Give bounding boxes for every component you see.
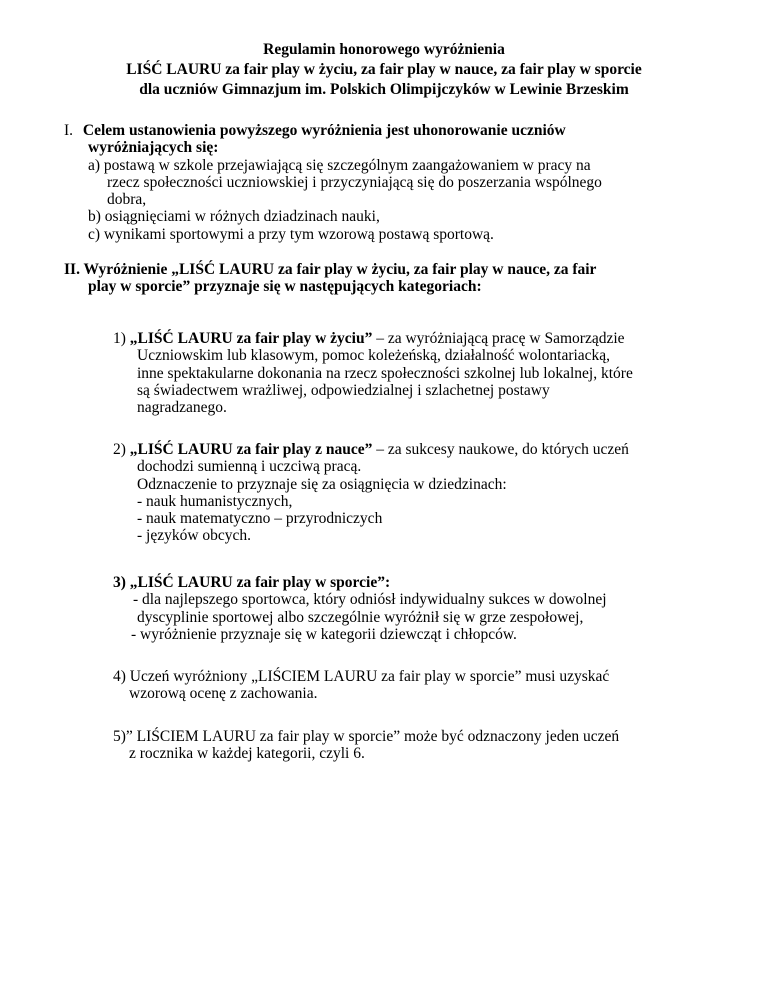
item-text: dochodzi sumienną i uczciwą pracą.: [137, 458, 362, 476]
section-1: [64, 122, 724, 243]
list-text: dobra,: [107, 191, 147, 209]
item-text: – za sukcesy naukowe, do których uczeń: [372, 441, 629, 458]
item-text: - języków obcych.: [137, 527, 252, 545]
item-text: 5)” LIŚCIEM LAURU za fair play w sporcie” może być odznaczony jeden uczeń: [113, 728, 620, 745]
section-1-heading: [64, 122, 724, 139]
item-text: inne spektakularne dokonania na rzecz społeczności szkolnej lub lokalnej, które: [137, 364, 633, 382]
item-text: - wyróżnienie przyznaje się w kategorii dziewcząt i chłopców.: [131, 625, 517, 643]
section-1-heading-line-2: wyróżniających się:: [88, 139, 219, 157]
title-line-3: dla uczniów Gimnazjum im. Polskich Olimpijczyków w Lewinie Brzeskim: [139, 81, 629, 98]
list-item-b: [64, 208, 724, 225]
category-item-3: [113, 574, 768, 643]
rule-item-5: [113, 728, 768, 763]
list-text: postawą w szkole przejawiającą się szczególnym zaangażowaniem w pracy na: [103, 156, 591, 174]
list-item-c: [64, 226, 724, 243]
section-2-heading: [64, 261, 724, 296]
list-item-a: [64, 157, 724, 209]
list-label-b: b): [88, 208, 101, 226]
document-title: [0, 41, 768, 101]
category-item-2: [113, 441, 768, 545]
title-line-2: LIŚĆ LAURU za fair play w życiu, za fair play w nauce, za fair play w sporcie: [126, 61, 642, 78]
item-text: Odznaczenie to przyznaje się za osiągnięcia w dziedzinach:: [137, 475, 507, 493]
list-text: osiągnięciami w różnych dziadzinach nauki,: [104, 208, 380, 226]
category-item-1: [113, 330, 768, 416]
section-2-heading-line-2: play w sporcie” przyznaje się w następujących kategoriach:: [88, 278, 482, 296]
item-text: 4) Uczeń wyróżniony „LIŚCIEM LAURU za fair play w sporcie” musi uzyskać: [113, 668, 610, 685]
item-text: - nauk humanistycznych,: [137, 492, 293, 510]
item-title: „LIŚĆ LAURU za fair play w życiu”: [129, 330, 373, 347]
section-1-heading-text: Celem ustanowienia powyższego wyróżnienia jest uhonorowanie uczniów: [82, 122, 566, 139]
item-number: 1): [113, 330, 126, 347]
list-label-a: a): [88, 156, 101, 174]
item-text: – za wyróżniającą pracę w Samorządzie: [372, 330, 625, 347]
item-text: z rocznika w każdej kategorii, czyli 6.: [129, 745, 365, 763]
item-text: Uczniowskim lub klasowym, pomoc koleżeńską, działalność wolontariacką,: [137, 347, 611, 365]
item-text: nagradzanego.: [137, 399, 227, 417]
list-text: wynikami sportowymi a przy tym wzorową postawą sportową.: [103, 225, 494, 243]
item-text: - dla najlepszego sportowca, który odniósł indywidualny sukces w dowolnej: [133, 591, 607, 609]
item-text: - nauk matematyczno – przyrodniczych: [137, 510, 383, 528]
item-title: 3) „LIŚĆ LAURU za fair play w sporcie”:: [113, 574, 391, 591]
list-label-c: c): [88, 225, 101, 243]
item-title: „LIŚĆ LAURU za fair play z nauce”: [129, 441, 373, 458]
title-line-1: Regulamin honorowego wyróżnienia: [263, 41, 505, 58]
item-text: dyscyplinie sportowej albo szczególnie wyróżnił się w grze zespołowej,: [137, 608, 584, 626]
section-1-number: I.: [64, 122, 74, 139]
item-text: wzorową ocenę z zachowania.: [129, 685, 318, 703]
item-text: są świadectwem wrażliwej, odpowiedzialnej i szlachetnej postawy: [137, 381, 550, 399]
rule-item-4: [113, 668, 768, 703]
list-text: rzecz społeczności uczniowskiej i przyczyniającą się do poszerzania wspólnego: [107, 173, 602, 191]
item-number: 2): [113, 441, 126, 458]
section-2-heading-line-1: II. Wyróżnienie „LIŚĆ LAURU za fair play w życiu, za fair play w nauce, za fair: [64, 261, 597, 278]
